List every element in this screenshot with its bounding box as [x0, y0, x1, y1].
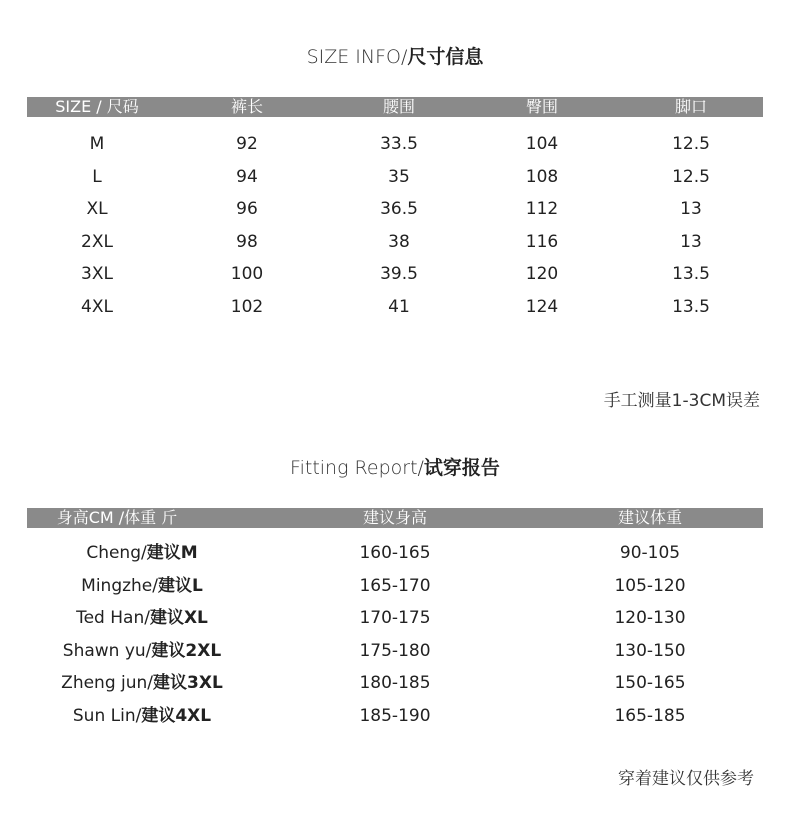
fitter-cell [27, 703, 257, 729]
value-cell: 100 [230, 264, 264, 285]
value-cell: 13 [680, 199, 702, 220]
table-row [27, 196, 763, 222]
value-cell: 98 [236, 231, 258, 252]
fitter-cell [27, 605, 257, 631]
size-info-title-en: SIZE INFO/ [306, 46, 408, 68]
fitter-name: Shawn yu/ [62, 640, 152, 661]
height-cell: 180-185 [359, 673, 431, 694]
fitter-name: Zheng jun/ [61, 673, 154, 694]
table-row [27, 229, 763, 255]
value-cell: 12.5 [672, 166, 710, 187]
value-cell: 104 [525, 134, 559, 154]
header-waist: 腰围 [382, 97, 415, 116]
value-cell: 94 [236, 166, 258, 187]
height-cell: 175-180 [359, 640, 431, 661]
fitter-name: Mingzhe/ [81, 575, 158, 596]
header-length: 裤长 [230, 97, 263, 116]
size-cell: 3XL [81, 264, 113, 285]
value-cell: 96 [236, 199, 258, 220]
size-table-header [27, 97, 763, 117]
fitting-title-cn: 试穿报告 [423, 457, 500, 479]
table-row [27, 605, 763, 631]
weight-cell: 120-130 [614, 608, 686, 629]
suggested-size: 建议2XL [151, 640, 222, 661]
table-row [27, 638, 763, 664]
size-info-title-cn: 尺寸信息 [407, 46, 484, 68]
table-row [27, 294, 763, 320]
table-row [27, 540, 763, 566]
weight-cell: 130-150 [614, 640, 686, 661]
height-cell: 170-175 [359, 608, 431, 629]
value-cell: 92 [236, 134, 258, 154]
table-row [27, 164, 763, 190]
value-cell: 39.5 [380, 264, 418, 285]
value-cell: 41 [388, 297, 410, 317]
size-cell: 2XL [81, 231, 113, 252]
height-cell: 185-190 [359, 706, 431, 726]
fitter-name: Ted Han/ [76, 608, 150, 629]
fitting-note: 穿着建议仅供参考 [618, 769, 754, 789]
value-cell: 102 [230, 297, 264, 317]
value-cell: 108 [525, 166, 559, 187]
suggested-size: 建议M [146, 543, 198, 563]
fitting-report-title [0, 453, 790, 480]
value-cell: 35 [388, 166, 410, 187]
value-cell: 120 [525, 264, 559, 285]
fitter-cell [27, 573, 257, 599]
weight-cell: 105-120 [614, 575, 686, 596]
header-hem: 脚口 [674, 97, 707, 116]
value-cell: 13 [680, 231, 702, 252]
value-cell: 13.5 [672, 297, 710, 317]
table-row [27, 703, 763, 729]
weight-cell: 150-165 [614, 673, 686, 694]
value-cell: 124 [525, 297, 559, 317]
suggested-size: 建议XL [149, 608, 208, 629]
size-info-title [0, 42, 790, 69]
value-cell: 38 [388, 231, 410, 252]
header-suggest-weight: 建议体重 [617, 508, 682, 527]
table-row [27, 261, 763, 287]
header-body: 身高CM /体重 斤 [56, 508, 178, 527]
fitter-cell [27, 670, 257, 696]
header-hip: 臀围 [525, 97, 558, 116]
size-cell: XL [86, 199, 108, 220]
value-cell: 33.5 [380, 134, 418, 154]
size-cell: L [92, 166, 102, 187]
weight-cell: 165-185 [614, 706, 686, 726]
suggested-size: 建议L [158, 575, 203, 596]
measurement-note: 手工测量1-3CM误差 [603, 391, 760, 411]
fitter-name: Cheng/ [86, 543, 147, 563]
value-cell: 116 [525, 231, 559, 252]
fitting-table-header [27, 508, 763, 528]
suggested-size: 建议4XL [141, 706, 212, 726]
size-cell: 4XL [81, 297, 113, 317]
suggested-size: 建议3XL [153, 673, 223, 694]
table-row [27, 670, 763, 696]
value-cell: 112 [525, 199, 559, 220]
table-row [27, 131, 763, 157]
value-cell: 13.5 [672, 264, 710, 285]
fitter-cell [27, 540, 257, 566]
fitter-name: Sun Lin/ [72, 706, 142, 726]
size-cell: M [89, 134, 105, 154]
height-cell: 160-165 [359, 543, 431, 563]
header-size: SIZE / 尺码 [55, 97, 139, 116]
value-cell: 36.5 [380, 199, 418, 220]
fitting-title-en: Fitting Report/ [290, 457, 424, 479]
weight-cell: 90-105 [619, 543, 681, 563]
value-cell: 12.5 [672, 134, 710, 154]
fitter-cell [27, 638, 257, 664]
height-cell: 165-170 [359, 575, 431, 596]
table-row [27, 573, 763, 599]
header-suggest-height: 建议身高 [362, 508, 427, 527]
